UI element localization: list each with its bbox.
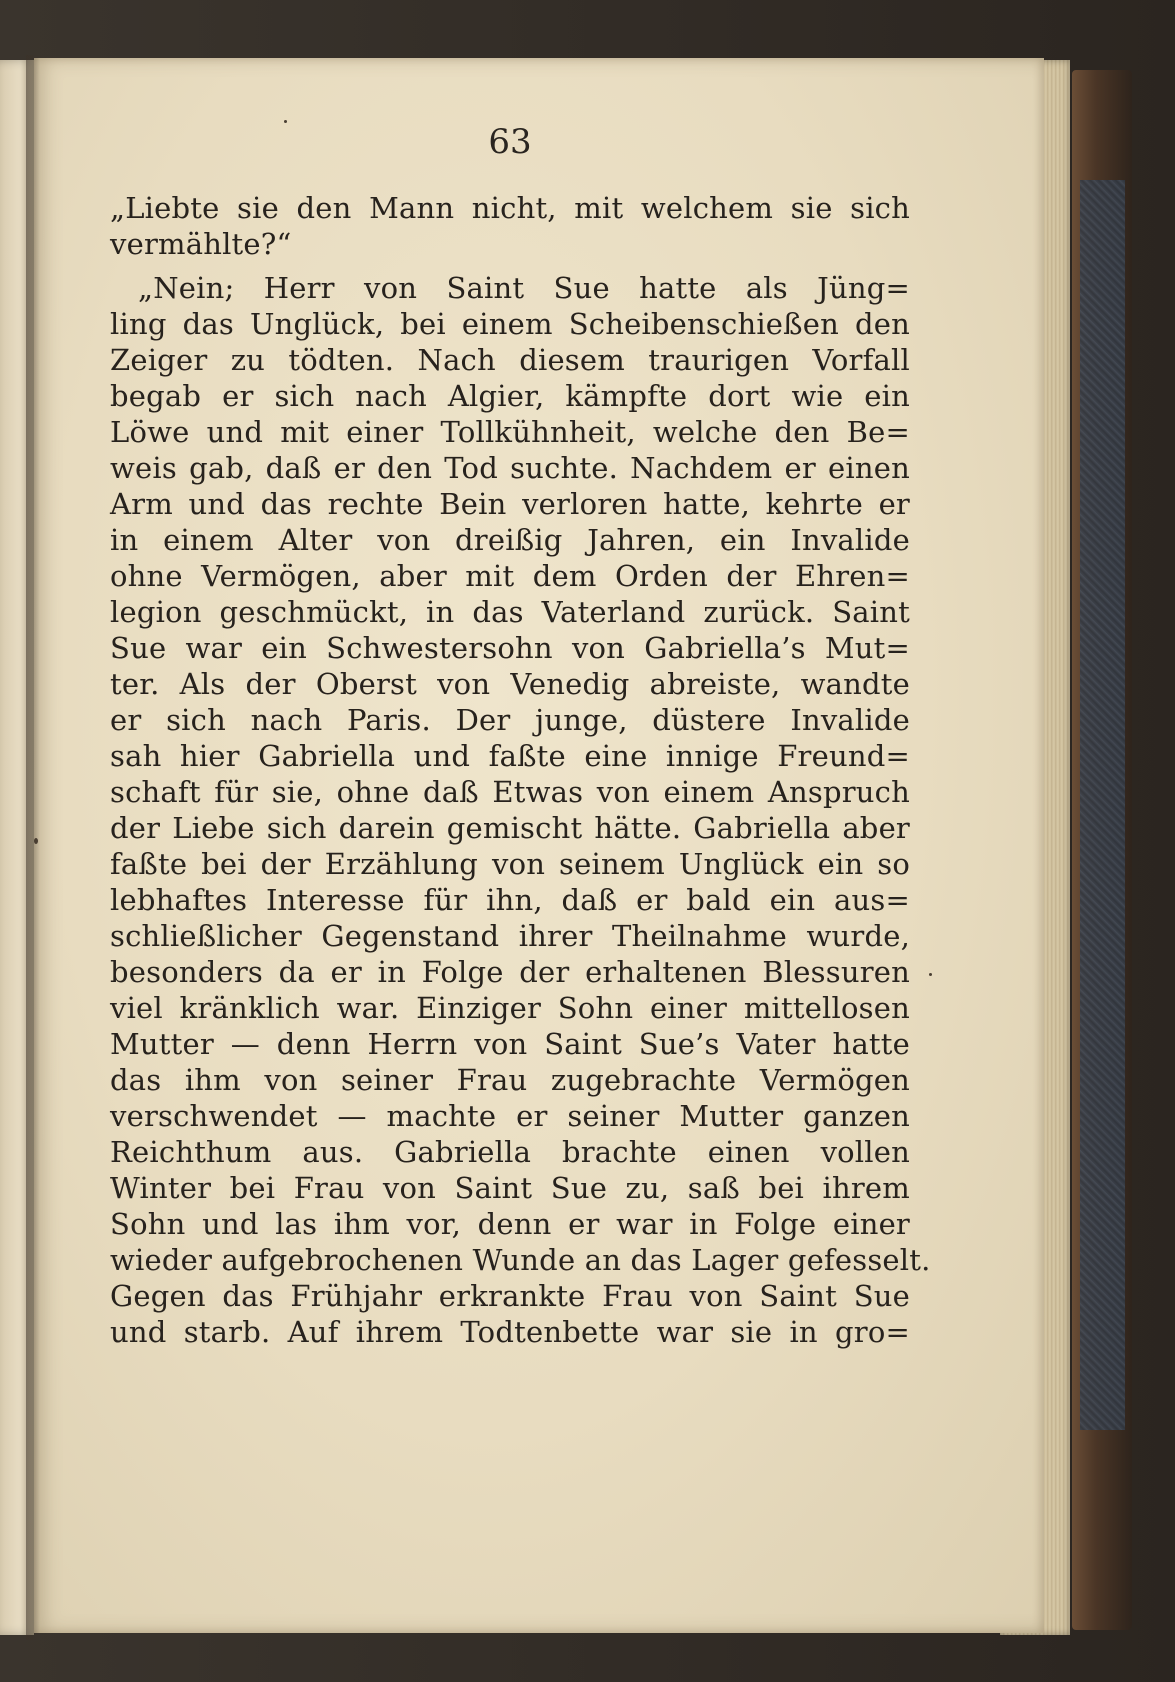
text-line: besonders da er in Folge der erhaltenen Blessuren xyxy=(110,955,910,989)
text-line: sah hier Gabriella und faßte eine innige Freund= xyxy=(110,739,910,773)
text-line: faßte bei der Erzählung von seinem Unglück ein so xyxy=(110,847,910,881)
text-line: und starb. Auf ihrem Todtenbette war sie in gro= xyxy=(110,1315,910,1349)
text-line: ohne Vermögen, aber mit dem Orden der Ehren= xyxy=(110,559,910,593)
text-line: Arm und das rechte Bein verloren hatte, kehrte er xyxy=(110,487,910,521)
text-line: Sohn und las ihm vor, denn er war in Folge einer xyxy=(110,1207,910,1241)
text-line: in einem Alter von dreißig Jahren, ein Invalide xyxy=(110,523,910,557)
paper-speck xyxy=(929,973,932,976)
text-line: wieder aufgebrochenen Wunde an das Lager gefesselt. xyxy=(110,1243,931,1277)
text-line: legion geschmückt, in das Vaterland zurück. Saint xyxy=(110,595,910,629)
text-line: Löwe und mit einer Tollkühnheit, welche den Be= xyxy=(110,415,910,449)
text-line: lebhaftes Interesse für ihn, daß er bald ein aus= xyxy=(110,883,910,917)
text-line: ling das Unglück, bei einem Scheibenschießen den xyxy=(110,307,910,341)
paper-speck xyxy=(284,120,287,123)
book-cover-cloth xyxy=(1080,180,1125,1430)
text-line: verschwendet — machte er seiner Mutter ganzen xyxy=(110,1099,910,1133)
text-line: vermählte?“ xyxy=(110,227,292,261)
text-line: viel kränklich war. Einziger Sohn einer mittellosen xyxy=(110,991,910,1025)
text-line: Gegen das Frühjahr erkrankte Frau von Saint Sue xyxy=(110,1279,910,1313)
text-line: Sue war ein Schwestersohn von Gabriella’s Mut= xyxy=(110,631,910,665)
page-gutter-shadow xyxy=(26,55,40,1640)
text-line: das ihm von seiner Frau zugebrachte Vermögen xyxy=(110,1063,910,1097)
text-line: Reichthum aus. Gabriella brachte einen vollen xyxy=(110,1135,910,1169)
text-line: Mutter — denn Herrn von Saint Sue’s Vater hatte xyxy=(110,1027,910,1061)
text-line: Winter bei Frau von Saint Sue zu, saß bei ihrem xyxy=(110,1171,910,1205)
text-line: begab er sich nach Algier, kämpfte dort wie ein xyxy=(110,379,910,413)
text-line: weis gab, daß er den Tod suchte. Nachdem er einen xyxy=(110,451,910,485)
page-number: 63 xyxy=(488,122,532,162)
text-line: schließlicher Gegenstand ihrer Theilnahme wurde, xyxy=(110,919,910,953)
text-line: „Liebte sie den Mann nicht, mit welchem sie sich xyxy=(110,191,910,225)
text-line: ter. Als der Oberst von Venedig abreiste, wandte xyxy=(110,667,910,701)
text-line: schaft für sie, ohne daß Etwas von einem Anspruch xyxy=(110,775,910,809)
text-line: Zeiger zu tödten. Nach diesem traurigen Vorfall xyxy=(110,343,910,377)
text-line: „Nein; Herr von Saint Sue hatte als Jüng= xyxy=(138,271,910,305)
text-line: der Liebe sich darein gemischt hätte. Gabriella aber xyxy=(110,811,910,845)
text-line: er sich nach Paris. Der junge, düstere Invalide xyxy=(110,703,910,737)
